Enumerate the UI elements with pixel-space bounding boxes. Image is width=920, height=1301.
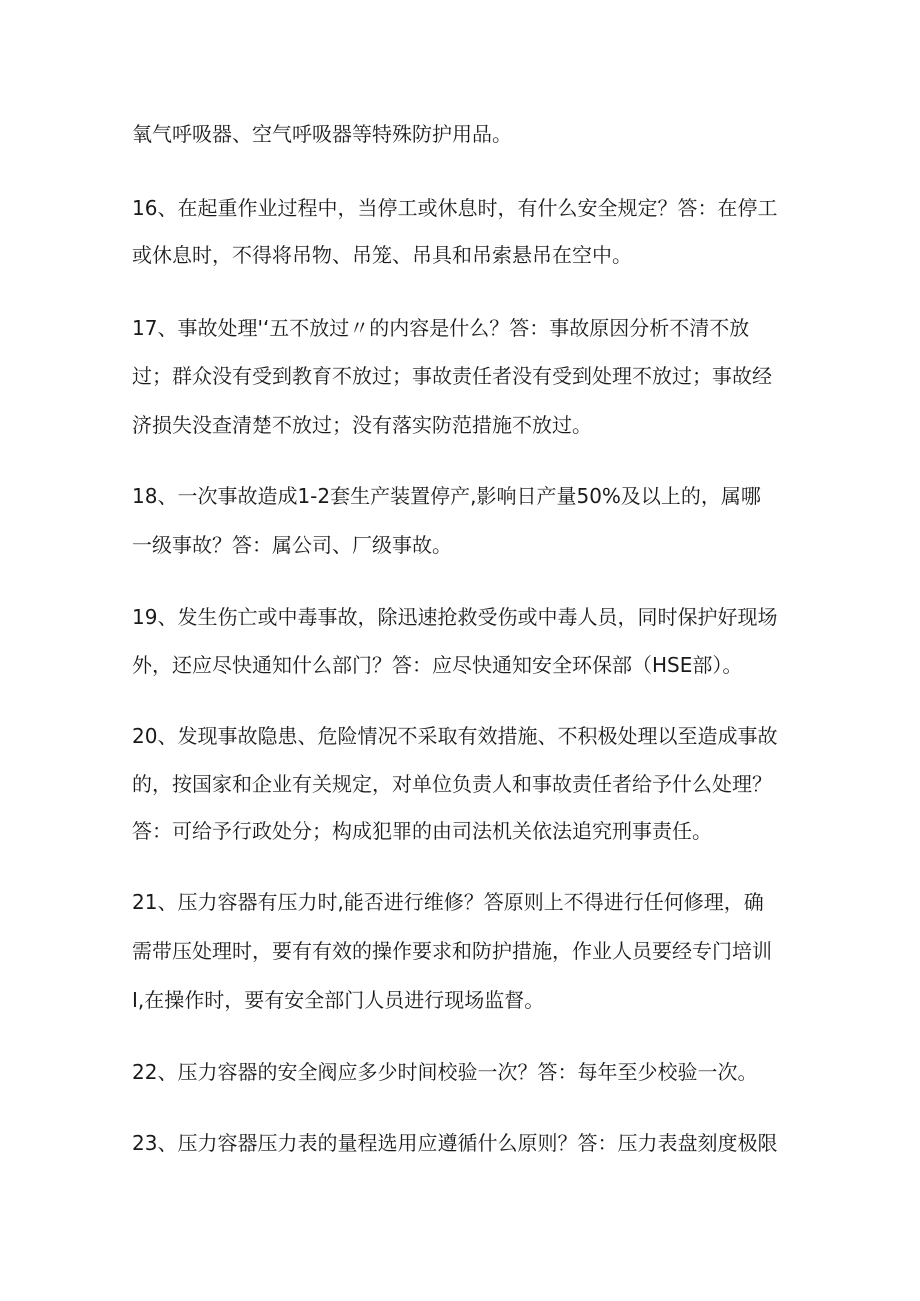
question-17-line-1: 17、事故处理'‘五不放过〃的内容是什么？答：事故原因分析不清不放 [132,316,750,340]
question-21-line-3: I,在操作时，要有安全部门人员进行现场监督。 [132,988,545,1012]
question-18-line-2: 一级事故？答：属公司、厂级事故。 [132,533,452,557]
question-20-line-1: 20、发现事故隐患、危险情况不采取有效措施、不积极处理以至造成事故 [132,724,778,748]
question-21-line-2: 需带压处理时，要有有效的操作要求和防护措施，作业人员要经专门培训 [132,939,772,963]
question-17-line-2: 过；群众没有受到教育不放过；事故责任者没有受到处理不放过；事故经 [132,364,772,388]
question-23-line-1: 23、压力容器压力表的量程选用应遵循什么原则？答：压力表盘刻度极限 [132,1131,778,1155]
question-19-line-1: 19、发生伤亡或中毒事故，除迅速抢救受伤或中毒人员，同时保护好现场 [132,605,778,629]
question-19-line-2: 外，还应尽快通知什么部门？答：应尽快通知安全环保部（HSE部）。 [132,653,743,677]
question-20-line-3: 答：可给予行政处分；构成犯罪的由司法机关依法追究刑事责任。 [132,819,712,843]
paragraph-15-continuation-line-1: 氧气呼吸器、空气呼吸器等特殊防护用品。 [132,122,512,146]
question-16-line-2: 或休息时，不得将吊物、吊笼、吊具和吊索悬吊在空中。 [132,243,632,267]
question-20-line-2: 的，按国家和企业有关规定，对单位负责人和事故责任者给予什么处理？ [132,772,772,796]
question-21-line-1: 21、压力容器有压力时,能否进行维修？答原则上不得进行任何修理，确 [132,890,764,914]
question-16-line-1: 16、在起重作业过程中，当停工或休息时，有什么安全规定？答：在停工 [132,196,778,220]
question-18-line-1: 18、一次事故造成1-2套生产装置停产,影响日产量50%及以上的，属哪 [132,484,761,508]
question-17-line-3: 济损失没查清楚不放过；没有落实防范措施不放过。 [132,413,592,437]
question-22-line-1: 22、压力容器的安全阀应多少时间校验一次？答：每年至少校验一次。 [132,1060,758,1084]
